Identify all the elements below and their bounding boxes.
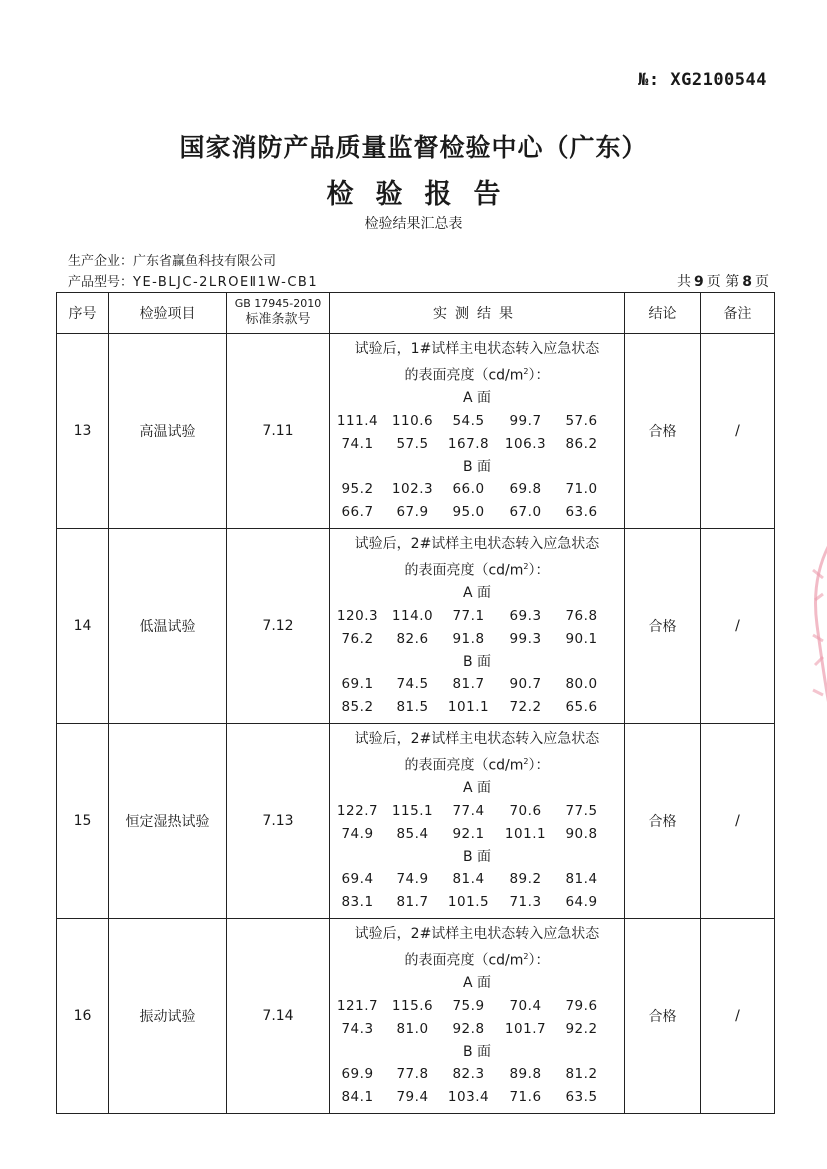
- row-item: 低温试验: [109, 529, 227, 724]
- luminance-value: 102.3: [391, 481, 434, 498]
- luminance-value: 115.6: [391, 998, 434, 1015]
- row-seq: 14: [57, 529, 109, 724]
- result-unit-line: [330, 946, 624, 972]
- row-remark: /: [701, 724, 775, 919]
- luminance-value: 74.5: [396, 676, 429, 693]
- row-clause: 7.14: [227, 919, 330, 1114]
- report-number: №: XG2100544: [638, 70, 767, 90]
- luminance-value: 101.1: [504, 825, 547, 842]
- face-a-values-row: [330, 628, 624, 651]
- face-a-values-row: [330, 433, 624, 456]
- luminance-value: 71.6: [509, 1089, 542, 1106]
- unit-close: ）：: [528, 367, 550, 384]
- luminance-value: 72.2: [509, 699, 542, 716]
- header-seq: 序号: [57, 293, 109, 334]
- luminance-value: 69.1: [341, 676, 374, 693]
- luminance-value: 86.2: [565, 435, 598, 452]
- luminance-value: 70.4: [509, 998, 542, 1015]
- model-label: 产品型号：: [68, 275, 134, 290]
- luminance-value: 69.8: [509, 481, 542, 498]
- luminance-value: 95.0: [452, 504, 485, 521]
- luminance-value: 79.4: [396, 1089, 429, 1106]
- luminance-value: 122.7: [336, 803, 379, 820]
- luminance-value: 71.3: [509, 894, 542, 911]
- face-b-values-row: [330, 891, 624, 914]
- luminance-value: 82.3: [452, 1066, 485, 1083]
- row-item: 恒定湿热试验: [109, 724, 227, 919]
- page-current: 8: [742, 274, 752, 290]
- row-item: 高温试验: [109, 334, 227, 529]
- face-b-label: B 面: [462, 848, 492, 865]
- luminance-value: 82.6: [396, 630, 429, 647]
- header-clause-label: 标准条款号: [245, 312, 311, 327]
- luminance-value: 83.1: [341, 894, 374, 911]
- row-remark: /: [701, 919, 775, 1114]
- luminance-value: 84.1: [341, 1089, 374, 1106]
- row-clause: 7.13: [227, 724, 330, 919]
- luminance-value: 95.2: [341, 481, 374, 498]
- luminance-value: 90.7: [509, 676, 542, 693]
- report-subtitle: 检验结果汇总表: [364, 216, 463, 232]
- luminance-value: 80.0: [565, 676, 598, 693]
- unit-close: ）：: [528, 952, 550, 969]
- page-total-prefix: 共: [677, 274, 692, 290]
- manufacturer-line: [68, 250, 276, 269]
- luminance-value: 92.2: [565, 1020, 598, 1037]
- row-seq: 15: [57, 724, 109, 919]
- row-result: [330, 724, 625, 919]
- luminance-value: 103.4: [447, 1089, 490, 1106]
- row-conclusion: 合格: [625, 334, 701, 529]
- unit-text: 的表面亮度（cd/m: [404, 562, 524, 579]
- table-row: [57, 334, 775, 529]
- luminance-value: 121.7: [336, 998, 379, 1015]
- luminance-value: 65.6: [565, 699, 598, 716]
- unit-close: ）：: [528, 757, 550, 774]
- result-intro: 试验后，2#试样主电状态转入应急状态: [354, 730, 600, 747]
- luminance-value: 167.8: [447, 435, 490, 452]
- luminance-value: 85.4: [396, 825, 429, 842]
- luminance-value: 57.5: [396, 435, 429, 452]
- luminance-value: 81.5: [396, 699, 429, 716]
- luminance-value: 90.1: [565, 630, 598, 647]
- organization-title: 国家消防产品质量监督检验中心（广东）: [179, 133, 648, 162]
- unit-text: 的表面亮度（cd/m: [404, 757, 524, 774]
- table-row: [57, 724, 775, 919]
- luminance-value: 81.7: [452, 676, 485, 693]
- results-table: [56, 292, 775, 1114]
- row-seq: 16: [57, 919, 109, 1114]
- result-intro: 试验后，2#试样主电状态转入应急状态: [354, 925, 600, 942]
- inspection-stamp: [803, 540, 827, 710]
- row-item: 振动试验: [109, 919, 227, 1114]
- result-unit-line: [330, 361, 624, 387]
- luminance-value: 67.9: [396, 504, 429, 521]
- row-conclusion: 合格: [625, 529, 701, 724]
- luminance-value: 74.1: [341, 435, 374, 452]
- luminance-value: 77.8: [396, 1066, 429, 1083]
- result-unit-line: [330, 556, 624, 582]
- luminance-value: 77.4: [452, 803, 485, 820]
- face-a-label: A 面: [462, 585, 492, 602]
- header-remark: 备注: [701, 293, 775, 334]
- luminance-value: 92.1: [452, 825, 485, 842]
- unit-text: 的表面亮度（cd/m: [404, 367, 524, 384]
- row-remark: /: [701, 334, 775, 529]
- model-value: YE-BLJC-2LROEⅡ1W-CB1: [133, 275, 319, 290]
- luminance-value: 54.5: [452, 413, 485, 430]
- luminance-value: 76.8: [565, 608, 598, 625]
- face-b-values-row: [330, 1063, 624, 1086]
- luminance-value: 64.9: [565, 894, 598, 911]
- face-b-values-row: [330, 1086, 624, 1109]
- luminance-value: 81.0: [396, 1020, 429, 1037]
- luminance-value: 67.0: [509, 504, 542, 521]
- unit-text: 的表面亮度（cd/m: [404, 952, 524, 969]
- face-b-values-row: [330, 478, 624, 501]
- luminance-value: 81.2: [565, 1066, 598, 1083]
- luminance-value: 79.6: [565, 998, 598, 1015]
- result-intro: 试验后，1#试样主电状态转入应急状态: [354, 340, 600, 357]
- face-a-label: A 面: [462, 390, 492, 407]
- row-result: [330, 919, 625, 1114]
- luminance-value: 90.8: [565, 825, 598, 842]
- model-line: [68, 271, 318, 290]
- face-a-values-row: [330, 605, 624, 628]
- row-result: [330, 529, 625, 724]
- row-result: [330, 334, 625, 529]
- face-b-label: B 面: [462, 653, 492, 670]
- table-row: [57, 529, 775, 724]
- luminance-value: 81.7: [396, 894, 429, 911]
- face-b-values-row: [330, 696, 624, 719]
- face-b-values-row: [330, 501, 624, 524]
- unit-superscript: 2: [523, 951, 529, 961]
- luminance-value: 69.3: [509, 608, 542, 625]
- luminance-value: 66.7: [341, 504, 374, 521]
- page-mid-text: 页 第: [706, 274, 740, 290]
- luminance-value: 91.8: [452, 630, 485, 647]
- row-seq: 13: [57, 334, 109, 529]
- luminance-value: 71.0: [565, 481, 598, 498]
- header-standard: GB 17945-2010: [234, 297, 322, 310]
- luminance-value: 70.6: [509, 803, 542, 820]
- manufacturer-label: 生产企业：: [68, 254, 134, 269]
- face-b-values-row: [330, 868, 624, 891]
- face-a-values-row: [330, 995, 624, 1018]
- page-suffix: 页: [755, 274, 769, 290]
- luminance-value: 81.4: [565, 871, 598, 888]
- luminance-value: 69.9: [341, 1066, 374, 1083]
- unit-superscript: 2: [523, 561, 529, 571]
- luminance-value: 63.6: [565, 504, 598, 521]
- luminance-value: 74.9: [396, 871, 429, 888]
- luminance-value: 101.7: [504, 1020, 547, 1037]
- face-a-values-row: [330, 823, 624, 846]
- face-b-values-row: [330, 673, 624, 696]
- luminance-value: 76.2: [341, 630, 374, 647]
- luminance-value: 57.6: [565, 413, 598, 430]
- luminance-value: 106.3: [504, 435, 547, 452]
- luminance-value: 120.3: [336, 608, 379, 625]
- face-a-label: A 面: [462, 780, 492, 797]
- luminance-value: 81.4: [452, 871, 485, 888]
- luminance-value: 77.1: [452, 608, 485, 625]
- header-result: 实测结果: [330, 293, 625, 334]
- page-total: 9: [694, 274, 704, 290]
- luminance-value: 92.8: [452, 1020, 485, 1037]
- luminance-value: 89.2: [509, 871, 542, 888]
- luminance-value: 74.9: [341, 825, 374, 842]
- row-conclusion: 合格: [625, 919, 701, 1114]
- luminance-value: 74.3: [341, 1020, 374, 1037]
- table-header-row: [57, 293, 775, 334]
- table-row: [57, 919, 775, 1114]
- luminance-value: 99.7: [509, 413, 542, 430]
- unit-superscript: 2: [523, 756, 529, 766]
- header-conclusion: 结论: [625, 293, 701, 334]
- header-item: 检验项目: [109, 293, 227, 334]
- luminance-value: 77.5: [565, 803, 598, 820]
- row-conclusion: 合格: [625, 724, 701, 919]
- luminance-value: 101.5: [447, 894, 490, 911]
- face-a-values-row: [330, 1018, 624, 1041]
- manufacturer-value: 广东省赢鱼科技有限公司: [133, 254, 277, 269]
- luminance-value: 111.4: [336, 413, 379, 430]
- luminance-value: 85.2: [341, 699, 374, 716]
- face-b-label: B 面: [462, 458, 492, 475]
- luminance-value: 75.9: [452, 998, 485, 1015]
- luminance-value: 110.6: [391, 413, 434, 430]
- face-a-values-row: [330, 800, 624, 823]
- unit-close: ）：: [528, 562, 550, 579]
- result-intro: 试验后，2#试样主电状态转入应急状态: [354, 535, 600, 552]
- row-clause: 7.11: [227, 334, 330, 529]
- luminance-value: 63.5: [565, 1089, 598, 1106]
- luminance-value: 69.4: [341, 871, 374, 888]
- face-a-values-row: [330, 410, 624, 433]
- luminance-value: 114.0: [391, 608, 434, 625]
- unit-superscript: 2: [523, 366, 529, 376]
- luminance-value: 66.0: [452, 481, 485, 498]
- luminance-value: 101.1: [447, 699, 490, 716]
- row-clause: 7.12: [227, 529, 330, 724]
- luminance-value: 99.3: [509, 630, 542, 647]
- result-unit-line: [330, 751, 624, 777]
- luminance-value: 89.8: [509, 1066, 542, 1083]
- stamp-seal-icon: [803, 540, 827, 710]
- face-b-label: B 面: [462, 1043, 492, 1060]
- face-a-label: A 面: [462, 975, 492, 992]
- page-indicator: [677, 271, 769, 291]
- report-title: 检验报告: [326, 179, 523, 210]
- row-remark: /: [701, 529, 775, 724]
- header-clause: [227, 293, 330, 334]
- luminance-value: 115.1: [391, 803, 434, 820]
